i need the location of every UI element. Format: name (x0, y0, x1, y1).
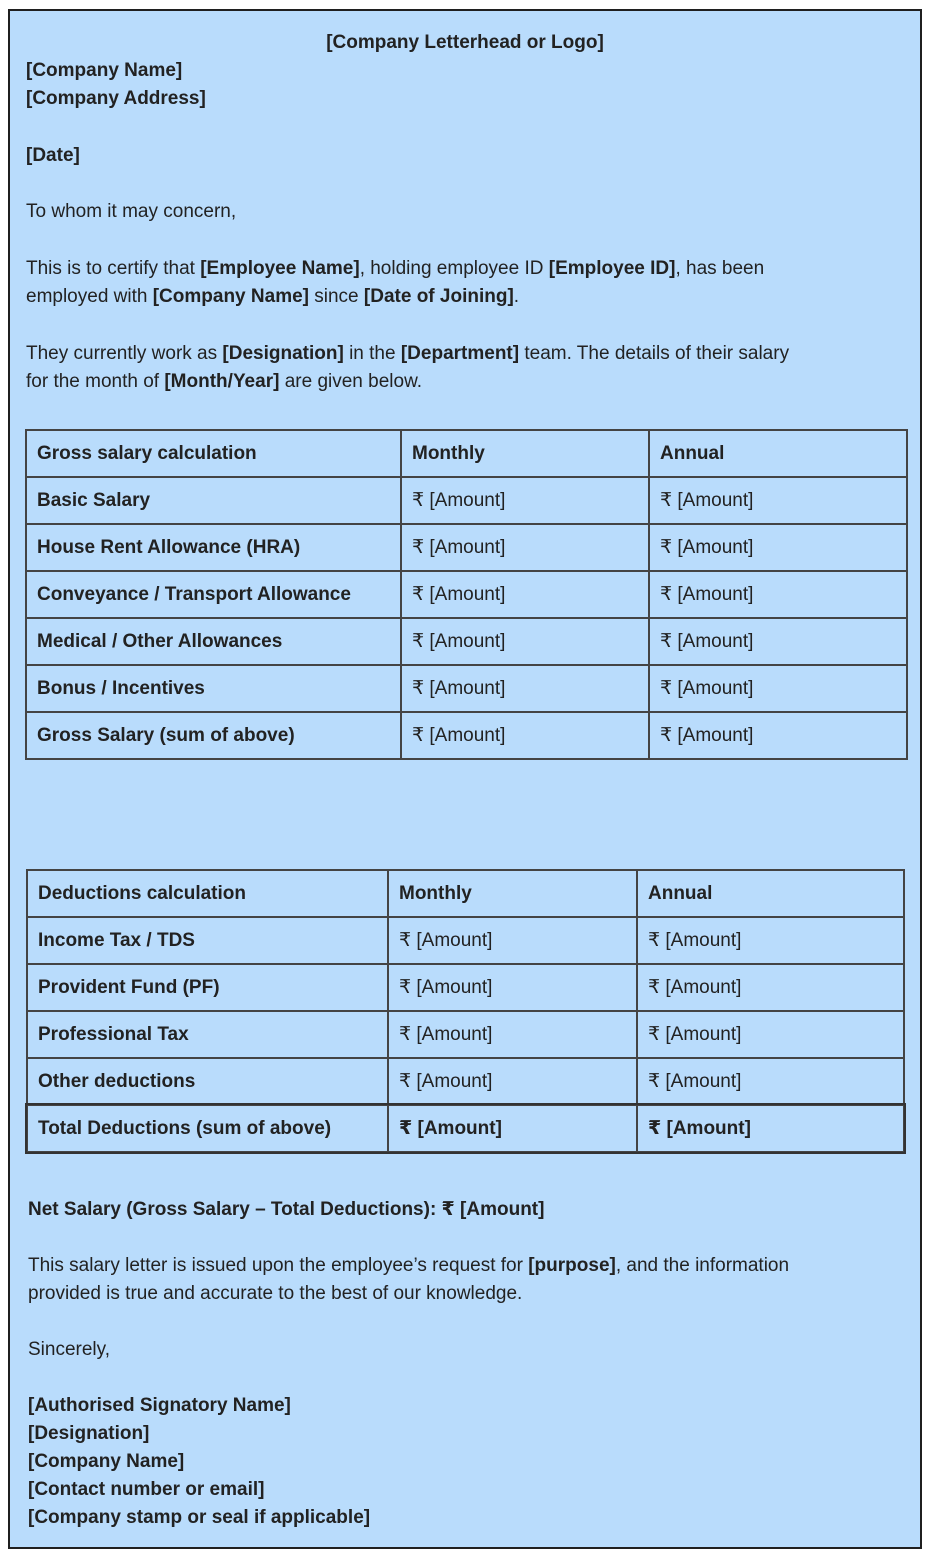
table-row (26, 618, 907, 665)
certification-line-2: employed with [Company Name] since [Date of Joining]. (26, 286, 520, 307)
signatory-contact: [Contact number or email] (28, 1479, 265, 1500)
designation-placeholder: [Designation] (222, 343, 344, 364)
signatory-name: [Authorised Signatory Name] (28, 1395, 291, 1416)
annual-amount: ₹ [Amount] (649, 477, 907, 524)
row-label: Medical / Other Allowances (26, 618, 401, 665)
table-header-cell: Annual (637, 870, 904, 917)
table-header-row (26, 430, 907, 477)
annual-amount: ₹ [Amount] (649, 571, 907, 618)
annual-amount: ₹ [Amount] (649, 618, 907, 665)
department-placeholder: [Department] (400, 343, 520, 364)
row-label: Conveyance / Transport Allowance (26, 571, 401, 618)
row-label: House Rent Allowance (HRA) (26, 524, 401, 571)
table-header-cell: Gross salary calculation (26, 430, 401, 477)
purpose-line-1: This salary letter is issued upon the employee’s request for [purpose], and the information (28, 1255, 790, 1276)
row-label: Basic Salary (26, 477, 401, 524)
signatory-company: [Company Name] (28, 1451, 185, 1472)
row-label: Provident Fund (PF) (27, 964, 388, 1011)
annual-amount: ₹ [Amount] (637, 917, 904, 964)
salary-letter-document (8, 9, 922, 1549)
table-header-cell: Monthly (388, 870, 637, 917)
employee-name-placeholder: [Employee Name] (200, 258, 360, 279)
designation-line-1: They currently work as [Designation] in the [Department] team. The details of their salary (26, 343, 790, 364)
monthly-amount: ₹ [Amount] (388, 1105, 637, 1152)
month-year-placeholder: [Month/Year] (164, 371, 280, 392)
row-label: Income Tax / TDS (27, 917, 388, 964)
total-deductions-row (27, 1105, 904, 1152)
table-header-cell: Monthly (401, 430, 649, 477)
salutation: To whom it may concern, (26, 201, 237, 222)
annual-amount: ₹ [Amount] (637, 964, 904, 1011)
monthly-amount: ₹ [Amount] (401, 665, 649, 712)
gross-salary-table (25, 429, 908, 760)
company-name-placeholder: [Company Name] (152, 286, 309, 307)
table-row (26, 524, 907, 571)
company-name: [Company Name] (26, 60, 183, 81)
table-row (26, 712, 907, 759)
employee-id-placeholder: [Employee ID] (548, 258, 676, 279)
letterhead-placeholder: [Company Letterhead or Logo] (326, 32, 604, 53)
table-row (27, 1011, 904, 1058)
closing: Sincerely, (28, 1339, 111, 1360)
deductions-table (26, 869, 905, 1153)
annual-amount: ₹ [Amount] (637, 1105, 904, 1152)
row-label: Other deductions (27, 1058, 388, 1105)
monthly-amount: ₹ [Amount] (388, 964, 637, 1011)
annual-amount: ₹ [Amount] (649, 712, 907, 759)
monthly-amount: ₹ [Amount] (401, 712, 649, 759)
net-salary: Net Salary (Gross Salary – Total Deductions): ₹ [Amount] (28, 1199, 545, 1220)
date-of-joining-placeholder: [Date of Joining] (363, 286, 514, 307)
signatory-designation: [Designation] (28, 1423, 150, 1444)
row-label: Gross Salary (sum of above) (26, 712, 401, 759)
designation-line-2: for the month of [Month/Year] are given below. (26, 371, 423, 392)
row-label: Total Deductions (sum of above) (27, 1105, 388, 1152)
monthly-amount: ₹ [Amount] (401, 524, 649, 571)
monthly-amount: ₹ [Amount] (388, 1011, 637, 1058)
annual-amount: ₹ [Amount] (637, 1058, 904, 1105)
row-label: Bonus / Incentives (26, 665, 401, 712)
monthly-amount: ₹ [Amount] (401, 477, 649, 524)
annual-amount: ₹ [Amount] (649, 665, 907, 712)
company-stamp: [Company stamp or seal if applicable] (28, 1507, 371, 1528)
company-address: [Company Address] (26, 88, 206, 109)
table-row (26, 571, 907, 618)
monthly-amount: ₹ [Amount] (388, 917, 637, 964)
row-label: Professional Tax (27, 1011, 388, 1058)
annual-amount: ₹ [Amount] (637, 1011, 904, 1058)
monthly-amount: ₹ [Amount] (388, 1058, 637, 1105)
table-header-cell: Deductions calculation (27, 870, 388, 917)
table-header-cell: Annual (649, 430, 907, 477)
purpose-line-2: provided is true and accurate to the best of our knowledge. (28, 1283, 523, 1304)
table-row (27, 1058, 904, 1105)
table-row (26, 665, 907, 712)
table-row (27, 964, 904, 1011)
purpose-placeholder: [purpose] (528, 1255, 616, 1276)
letter-date: [Date] (26, 145, 80, 166)
monthly-amount: ₹ [Amount] (401, 571, 649, 618)
table-header-row (27, 870, 904, 917)
monthly-amount: ₹ [Amount] (401, 618, 649, 665)
annual-amount: ₹ [Amount] (649, 524, 907, 571)
table-row (26, 477, 907, 524)
table-row (27, 917, 904, 964)
certification-line-1: This is to certify that [Employee Name], holding employee ID [Employee ID], has been (26, 258, 765, 279)
